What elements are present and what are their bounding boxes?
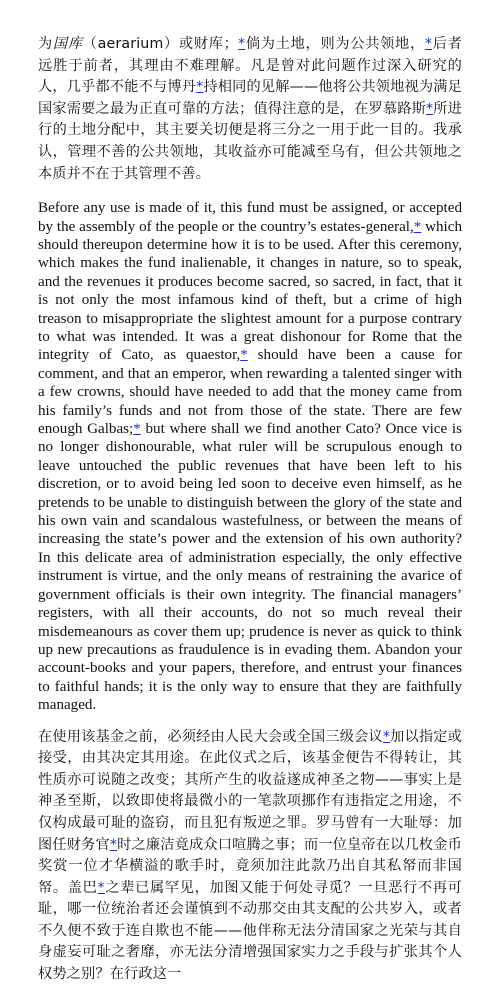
text-run: 加以指定或接受，由其决定其用途。在此仪式之后，该基金便告不得转让，其性质亦可说随之改变；其所产生的收益遂成神圣之物——事实上是神圣至斯，以致即使将最微小的一笔款项挪作有违指定之用途，不仅构成最可耻的盗窃，而且犯有叛逆之罪。罗马曾有一大耻辱：加图任财务官: [38, 728, 462, 853]
paragraph-spacer: [38, 715, 462, 727]
emphasized-term: 国库: [52, 36, 83, 52]
footnote-link[interactable]: *: [413, 218, 422, 235]
text-run: 为: [38, 36, 53, 52]
text-run: 时之廉洁竟成众口喧腾之事；而一位皇帝在以几枚金币奖赏一位才华横溢的歌手时，竟须加注此款乃出自其私帑而非国帑。盖巴: [38, 836, 462, 896]
chinese-paragraph-intro: [38, 34, 462, 185]
text-run: 所进行的土地分配中，其主要关切便是将三分之一用于此一目的。我承认，管理不善的公共领地，其收益亦可能减至乌有，但公共领地之本质并不在于其管理不善。: [38, 100, 462, 182]
chinese-paragraph-translation: [38, 727, 462, 986]
footnote-link[interactable]: *: [426, 100, 434, 117]
footnote-link[interactable]: *: [382, 728, 391, 745]
footnote-link[interactable]: *: [196, 79, 204, 96]
text-run: should have been a cause for comment, and that an emperor, when rewarding a talented singer with a few crowns, should have needed to add that the money came from his family’s funds and not from those of the state. There are few enough Galbas;: [38, 347, 462, 438]
text-run: 之辈已属罕见，加图又能于何处寻觅？一旦恶行不再可耻，哪一位统治者还会谨慎到不动那交由其支配的公共岁入，或者不久便不致于连自欺也不能——他伴称无法分清国家之光荣与其自身虚妄可耻之奢靡，亦无法分清增强国家实力之手段与扩张其个人权势之别？在行政这一: [38, 879, 462, 983]
footnote-link[interactable]: *: [424, 36, 433, 52]
text-run: Before any use is made of it, this fund must be assigned, or accepted by the assembly of the people or the country’s estates-general,: [38, 200, 462, 235]
document-page: [38, 34, 462, 986]
paragraph-spacer: [38, 185, 462, 199]
english-paragraph: [38, 199, 462, 714]
footnote-link[interactable]: *: [109, 836, 118, 853]
text-run: 在使用该基金之前，必须经由人民大会或全国三级会议: [38, 728, 383, 745]
footnote-link[interactable]: *: [133, 421, 141, 438]
text-run: which should thereupon determine how it is to be used. After this ceremony, which makes the fund inalienable, it changes in nature, so to speak, and the revenues it produces become sacred, so sacred, in fact, that it is not only the most infamous kind of theft, but a crime of high treason to misappropriate the slightest amount for a purpose contrary to what was intended. It was a great dishonour for Rome that the integrity of Cato, as quaestor,: [38, 218, 462, 364]
text-run: but where shall we find another Cato? Once vice is no longer dishonourable, what ruler will be scrupulous enough to leave untouched the public revenues that have been left to his discretion, or to avoid being led soon to deceive even himself, as he pretends to be unable to distinguish between the glory of the state and his own vain and scandalous wastefulness, or between the means of increasing the state’s power and the extension of his own authority? In this delicate area of administration especially, the only effective instrument is virtue, and the only means of restraining the avarice of government officials is their own integrity. The financial managers’ registers, with all their accounts, do not so much reveal their misdemeanours as cover them up; prudence is never as quick to think up new precautions as fraudulence is in evading them. Abandon your account-books and your papers, therefore, and entrust your finances to faithful hands; it is the only way to ensure that they are faithfully managed.: [38, 421, 462, 714]
text-run: 倘为土地，则为公共领地，: [245, 36, 425, 52]
footnote-link[interactable]: *: [97, 879, 105, 896]
footnote-link[interactable]: *: [238, 36, 246, 52]
text-run: 后者远胜于前者，其理由不难理解。凡是曾对此问题作过深入研究的人，几乎都不能不与博丹: [38, 36, 462, 96]
text-run: （aerarium）或财库；: [82, 36, 239, 52]
text-run: 持相同的见解——他将公共领地视为满足国家需要之最为正直可靠的方法；值得注意的是，在罗慕路斯: [38, 79, 462, 117]
footnote-link[interactable]: *: [240, 347, 248, 364]
